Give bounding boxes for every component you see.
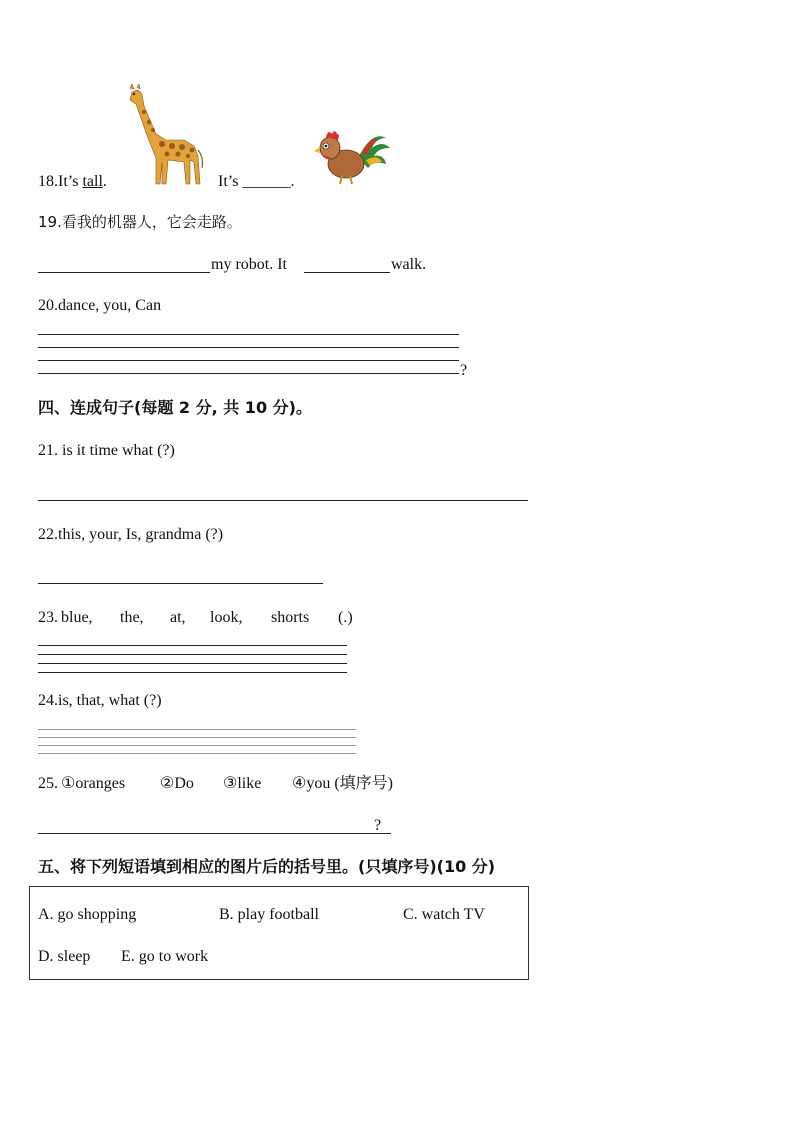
section-4-title: 四、连成句子(每题 2 分, 共 10 分)。 — [38, 398, 312, 417]
question-20-prompt: 20.dance, you, Can — [38, 297, 162, 314]
answer-line[interactable] — [38, 745, 356, 746]
answer-line[interactable] — [304, 272, 390, 273]
phrase-d: D. sleep — [38, 948, 91, 965]
word: at, — [170, 609, 186, 626]
question-22-prompt: 22.this, your, Is, grandma (?) — [38, 526, 224, 543]
underlined-word: tall — [82, 173, 103, 190]
sentence-start: It’s — [218, 173, 239, 190]
option: ②Do — [160, 775, 194, 792]
section-5-title: 五、将下列短语填到相应的图片后的括号里。(只填序号)(10 分) — [38, 857, 496, 876]
answer-line[interactable] — [38, 663, 347, 664]
question-18-answer — [218, 172, 294, 192]
phrase-c: C. watch TV — [403, 906, 485, 923]
answer-line[interactable] — [38, 334, 459, 335]
answer-line[interactable] — [38, 654, 347, 655]
period: . — [102, 173, 107, 190]
option: ①oranges — [61, 775, 126, 792]
answer-line[interactable] — [38, 360, 459, 361]
question-19-prompt: 19.看我的机器人，它会走路。 — [38, 213, 242, 231]
question-number: 18. — [38, 173, 58, 190]
answer-line[interactable] — [38, 753, 356, 754]
question-mark: ? — [374, 817, 382, 834]
question-25-number: 25. — [38, 775, 58, 792]
question-21-prompt: 21. is it time what (?) — [38, 442, 175, 459]
answer-blank[interactable]: ______. — [242, 173, 295, 190]
question-19-mid: my robot. It — [211, 256, 287, 273]
option: ③like — [223, 775, 262, 792]
question-24-prompt: 24.is, that, what (?) — [38, 692, 162, 709]
phrase-b: B. play football — [219, 906, 319, 923]
answer-line[interactable] — [38, 645, 347, 646]
phrase-a: A. go shopping — [38, 906, 137, 923]
option: ④you (填序号) — [292, 775, 394, 792]
answer-line[interactable] — [38, 500, 528, 501]
giraffe-image — [122, 84, 206, 188]
sentence-start: It’s — [58, 173, 79, 190]
question-18 — [38, 172, 107, 192]
phrase-box — [29, 886, 529, 980]
phrase-e: E. go to work — [121, 948, 209, 965]
question-19-end: walk. — [391, 256, 427, 273]
word: (.) — [338, 609, 353, 626]
answer-line[interactable] — [38, 672, 347, 673]
answer-line[interactable] — [38, 737, 356, 738]
answer-line[interactable] — [38, 583, 323, 584]
answer-line[interactable] — [38, 729, 356, 730]
word: shorts — [271, 609, 310, 626]
rooster-image — [312, 124, 392, 188]
word: blue, — [61, 609, 93, 626]
question-mark: ? — [460, 362, 468, 379]
answer-line[interactable] — [38, 272, 210, 273]
word: look, — [210, 609, 243, 626]
word: the, — [120, 609, 144, 626]
answer-line[interactable] — [38, 833, 391, 834]
question-23-number: 23. — [38, 609, 58, 626]
answer-line[interactable] — [38, 347, 459, 348]
answer-line[interactable] — [38, 373, 459, 374]
